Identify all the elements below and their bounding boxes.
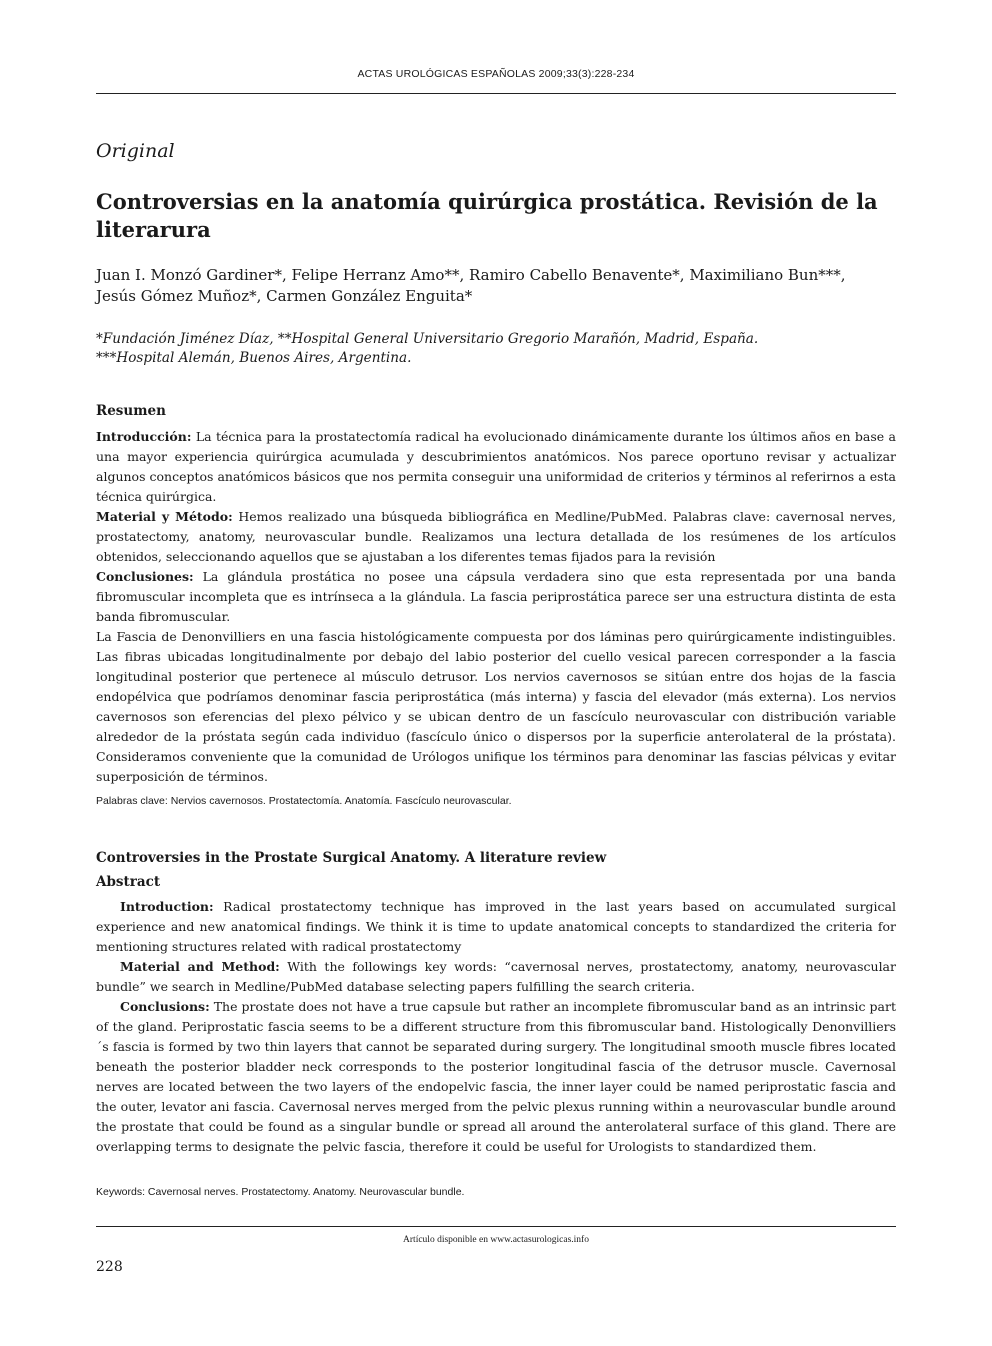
author-list	[96, 265, 896, 307]
english-title: Controversies in the Prostate Surgical Anatomy. A literature review	[96, 850, 607, 866]
abstract-conclusions	[96, 997, 896, 1157]
header-rule	[96, 93, 896, 94]
resumen-method-text: Hemos realizado una búsqueda bibliográfica en Medline/PubMed. Palabras clave: cavernosal nerves, prostatectomy, anatomy, neurovascular bundle. Realizamos una lectura detallada de los resúmenes de los artículos obtenidos, seleccionando aquellos que se ajustaban a los diferentes temas fijados para la revisión	[96, 509, 897, 564]
abstract-method-label: Material and Method:	[120, 959, 280, 974]
resumen-conclusiones	[96, 567, 896, 627]
authors-line-2: Jesús Gómez Muñoz*, Carmen González Enguita*	[96, 287, 473, 305]
resumen-method-label: Material y Método:	[96, 509, 233, 524]
resumen-concl-text: La glándula prostática no posee una cápsula verdadera sino que esta representada por una banda fibromuscular incompleta que es intrínseca a la glándula. La fascia periprostática parece ser una estructura distinta de esta banda fibromuscular.	[96, 569, 896, 624]
abstract-introduction	[96, 897, 896, 957]
abstract-body	[96, 897, 896, 1157]
resumen-intro-label: Introducción:	[96, 429, 192, 444]
page-number: 228	[96, 1259, 123, 1275]
availability-note: Artículo disponible en www.actasurologicas.info	[403, 1235, 589, 1245]
affiliation-line-1: *Fundación Jiménez Díaz, **Hospital General Universitario Gregorio Marañón, Madrid, España.	[96, 331, 759, 347]
resumen-introduccion	[96, 427, 896, 507]
resumen-intro-text: La técnica para la prostatectomía radical ha evolucionado dinámicamente durante los últimos años en base a una mayor experiencia quirúrgica acumulada y descubrimientos anatómicos. Nos parece oportuno revisar y actualizar algunos conceptos anatómicos básicos que nos permita conseguir una uniformidad de criterios y términos al referirnos a esta técnica quirúrgica.	[96, 429, 896, 504]
affiliation-line-2: ***Hospital Alemán, Buenos Aires, Argentina.	[96, 350, 412, 366]
resumen-concl-label: Conclusiones:	[96, 569, 194, 584]
keywords: Keywords: Cavernosal nerves. Prostatectomy. Anatomy. Neurovascular bundle.	[96, 1186, 465, 1198]
article-title: Controversias en la anatomía quirúrgica prostática. Revisión de la literarura	[96, 189, 878, 242]
abstract-method	[96, 957, 896, 997]
abstract-concl-label: Conclusions:	[120, 999, 210, 1014]
abstract-intro-text: Radical prostatectomy technique has improved in the last years based on accumulated surgical experience and new anatomical findings. We think it is time to update anatomical concepts to standardized the criteria for mentioning structures related with radical prostatectomy	[96, 899, 896, 954]
resumen-heading: Resumen	[96, 403, 166, 419]
journal-running-head: ACTAS UROLÓGICAS ESPAÑOLAS 2009;33(3):228-234	[357, 68, 635, 80]
authors-line-1: Juan I. Monzó Gardiner*, Felipe Herranz Amo**, Ramiro Cabello Benavente*, Maximiliano Bun***,	[96, 266, 846, 284]
abstract-intro-label: Introduction:	[120, 899, 214, 914]
resumen-extra: La Fascia de Denonvilliers en una fascia histológicamente compuesta por dos láminas pero quirúrgicamente indistinguibles. Las fibras ubicadas longitudinalmente por debajo del labio posterior del cuello vesical parecen corresponder a la fascia longitudinal posterior que pertenece al músculo detrusor. Los nervios cavernosos se sitúan entre dos hojas de la fascia endopélvica que podríamos denominar fascia periprostática (más interna) y fascia del elevador (más externa). Los nervios cavernosos son eferencias del plexo pélvico y se ubican dentro de un fascículo neurovascular con distribución variable alrededor de la próstata según cada individuo (fascículo único o dispersos por la superficie anterolateral de la próstata). Consideramos conveniente que la comunidad de Urólogos unifique los términos para denominar las fascias pélvicas y evitar superposición de términos.	[96, 629, 896, 784]
affiliations	[96, 330, 896, 368]
abstract-method-text: With the followings key words: “cavernosal nerves, prostatectomy, anatomy, neurovascular bundle” we search in Medline/PubMed database selecting papers fulfilling the search criteria.	[96, 959, 896, 994]
section-label: Original	[96, 140, 175, 162]
footer-rule	[96, 1226, 896, 1227]
abstract-concl-text: The prostate does not have a true capsule but rather an incomplete fibromuscular band as an intrinsic part of the gland. Periprostatic fascia seems to be a different structure from this fibromuscular band. Histologically Denonvilliers´s fascia is formed by two thin layers that cannot be separated during surgery. The longitudinal smooth muscle fibres located beneath the posterior bladder neck corresponds to the posterior longitudinal fascia of the detrusor muscle. Cavernosal nerves are located between the two layers of the endopelvic fascia, the inner layer could be named periprostatic fascia and the outer, levator ani fascia. Cavernosal nerves merged from the pelvic plexus running within a neurovascular bundle around the prostate that could be found as a singular bundle or spread all around the anterolateral surface of this gland. There are overlapping terms to designate the pelvic fascia, therefore it could be useful for Urologists to standardized them.	[96, 999, 896, 1154]
palabras-clave: Palabras clave: Nervios cavernosos. Prostatectomía. Anatomía. Fascículo neurovascular.	[96, 795, 512, 807]
resumen-metodo	[96, 507, 896, 567]
abstract-heading: Abstract	[96, 874, 161, 890]
resumen-body	[96, 427, 896, 787]
